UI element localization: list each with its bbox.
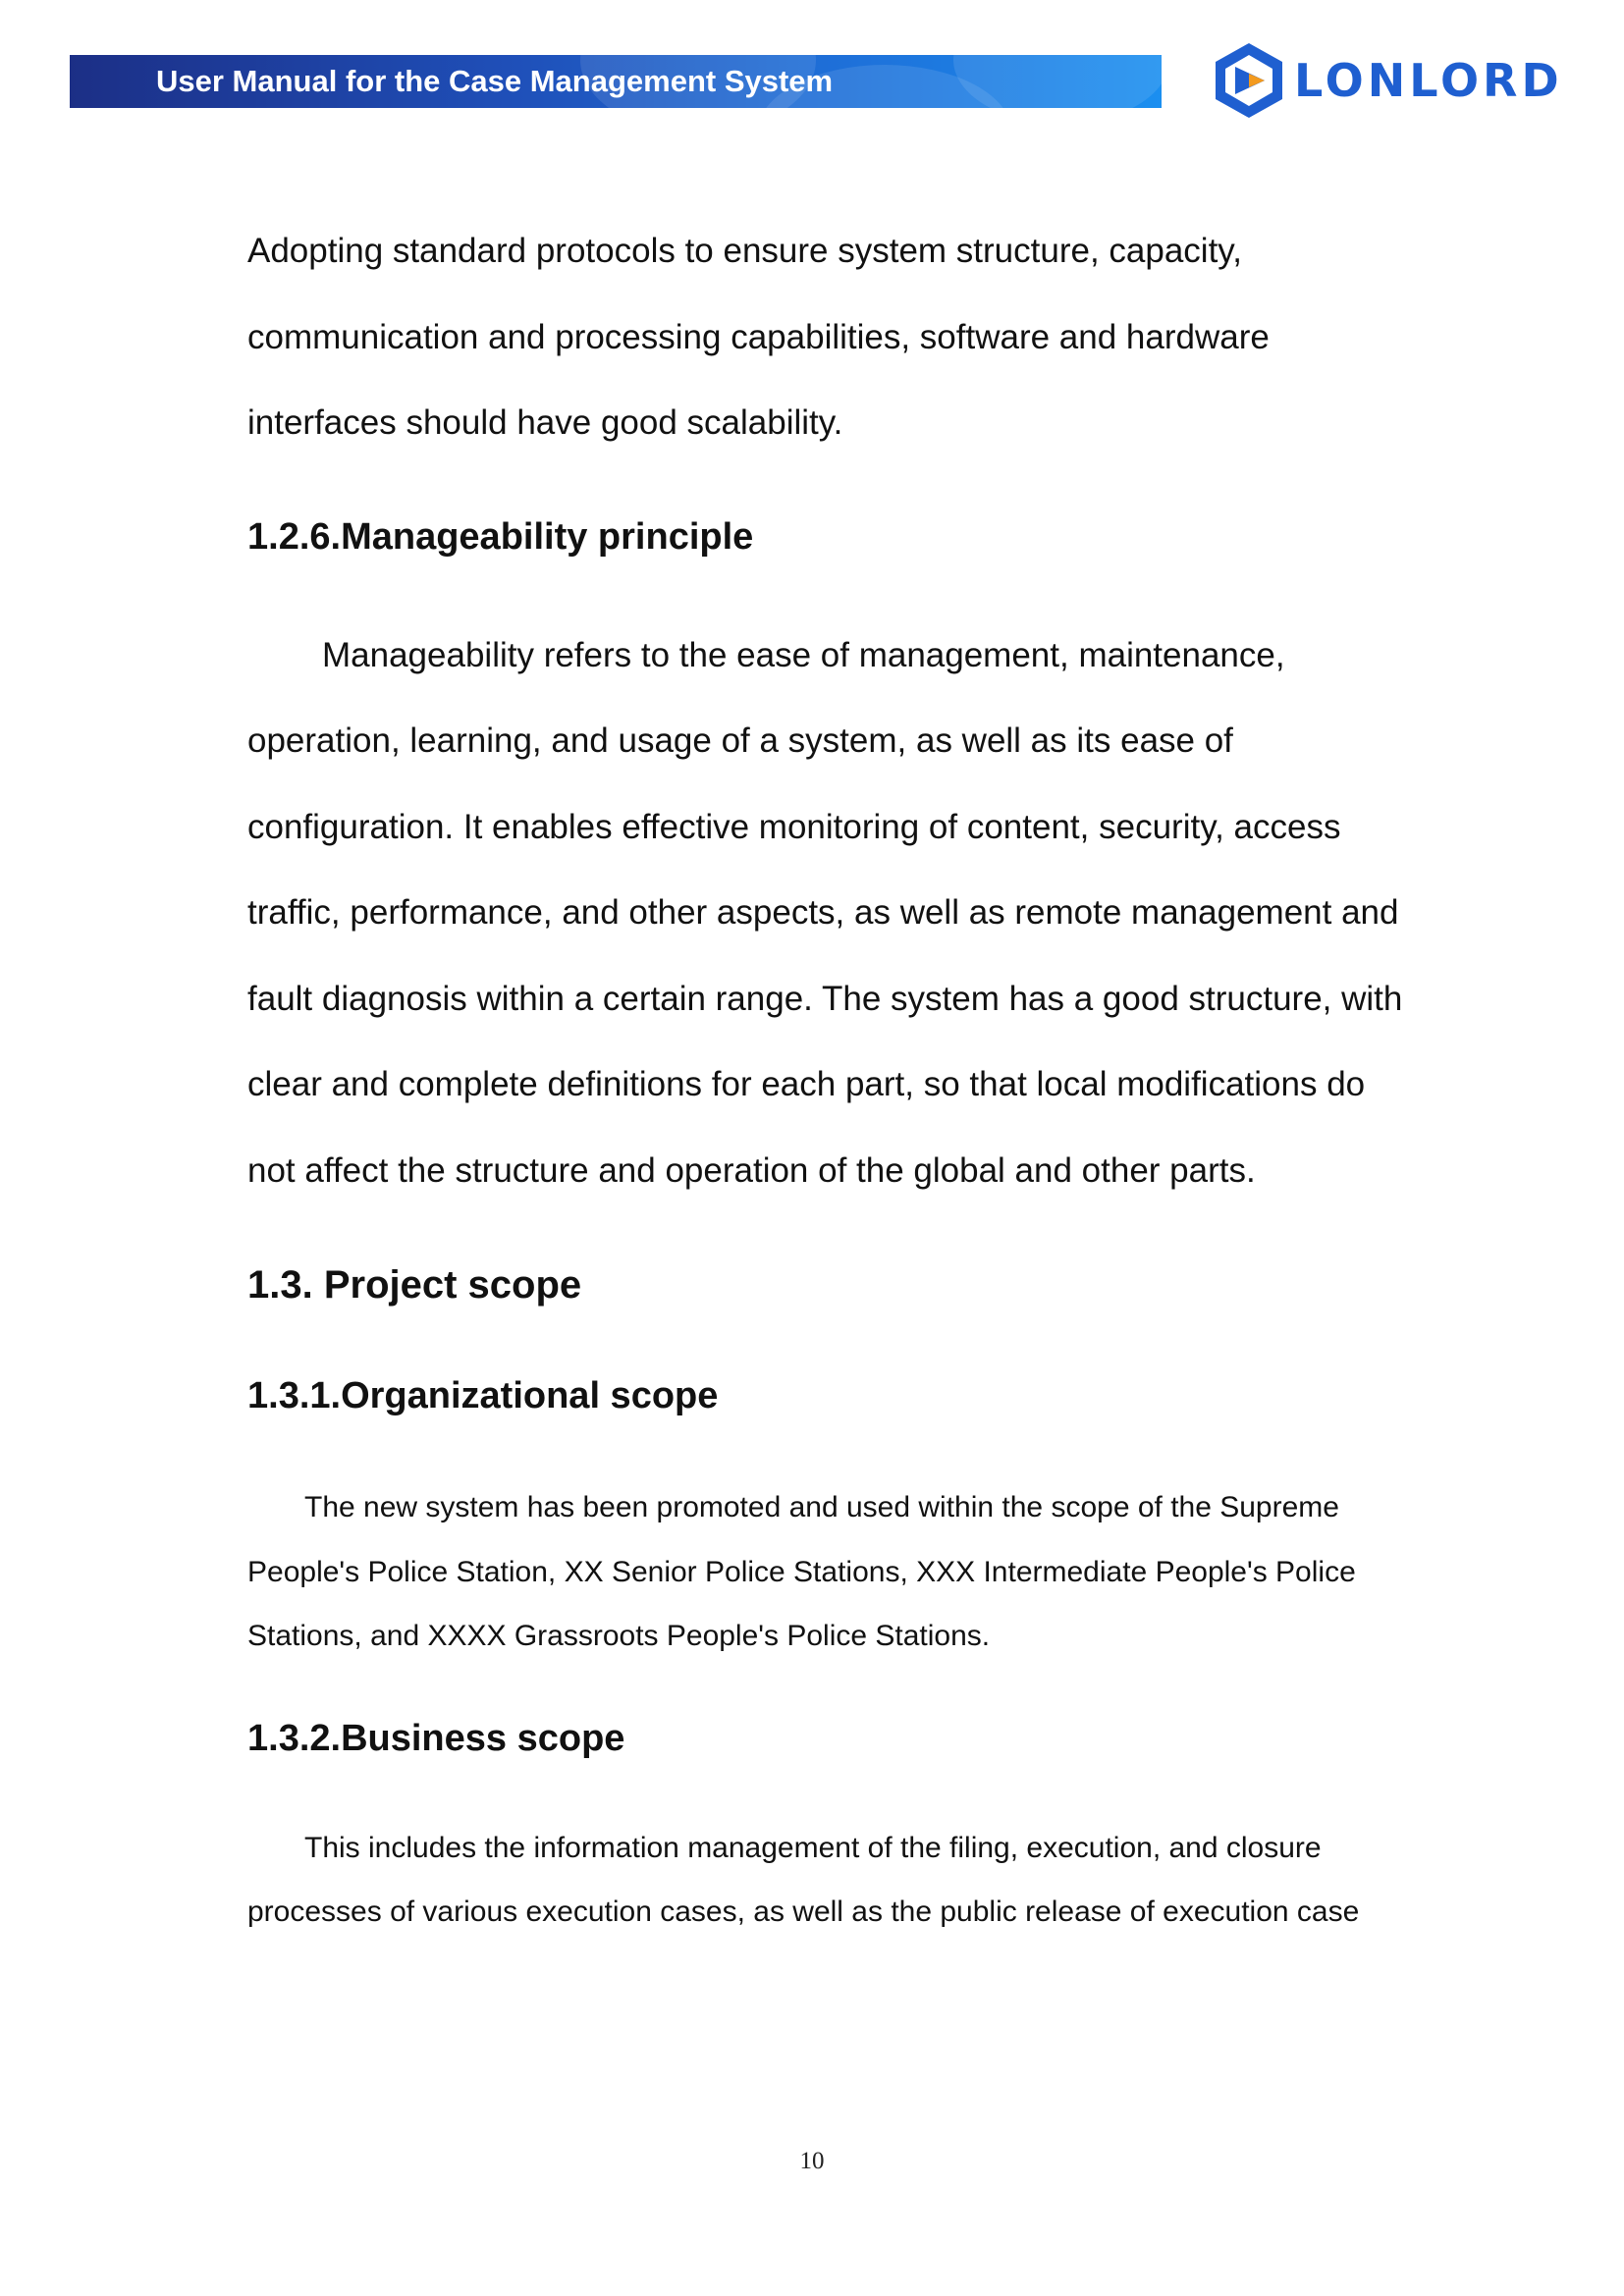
section-heading-1-3-2: 1.3.2.Business scope: [247, 1717, 625, 1759]
section-heading-1-3-1: 1.3.1.Organizational scope: [247, 1375, 719, 1416]
page-number: 10: [799, 2148, 825, 2174]
intro-paragraph: Adopting standard protocols to ensure system structure, capacity, communication and processing capabilities, software and hardware interfaces should have good scalability.: [247, 232, 1270, 442]
banner-decoration: [953, 55, 1162, 108]
manageability-paragraph: Manageability refers to the ease of management, maintenance, operation, learning, and usage of a system, as well as its ease of configuration. It enables effective monitoring of content, security, access traffic, performance, and other aspects, as well as remote management and fault diagnosis within a certain range. The system has a good structure, with clear and complete definitions for each part, so that local modifications do not affect the structure and operation of the global and other parts.: [247, 635, 1403, 1190]
business-scope-paragraph: This includes the information management of the filing, execution, and closure processes of various execution cases, as well as the public release of execution case: [247, 1831, 1360, 1928]
page-content: [247, 208, 1406, 1945]
company-logo: [1212, 41, 1565, 120]
header-banner: [70, 55, 1162, 108]
organizational-scope-paragraph: The new system has been promoted and used within the scope of the Supreme People's Police Station, XX Senior Police Stations, XXX Intermediate People's Police Stations, and XXXX Grassroots People's Police Stations.: [247, 1491, 1356, 1652]
lonlord-logo-icon: [1212, 41, 1286, 120]
section-heading-1-3: 1.3. Project scope: [247, 1263, 582, 1307]
logo-wordmark: LONLORD: [1294, 54, 1563, 107]
document-title: User Manual for the Case Management System: [156, 64, 834, 98]
section-heading-1-2-6: 1.2.6.Manageability principle: [247, 515, 754, 558]
